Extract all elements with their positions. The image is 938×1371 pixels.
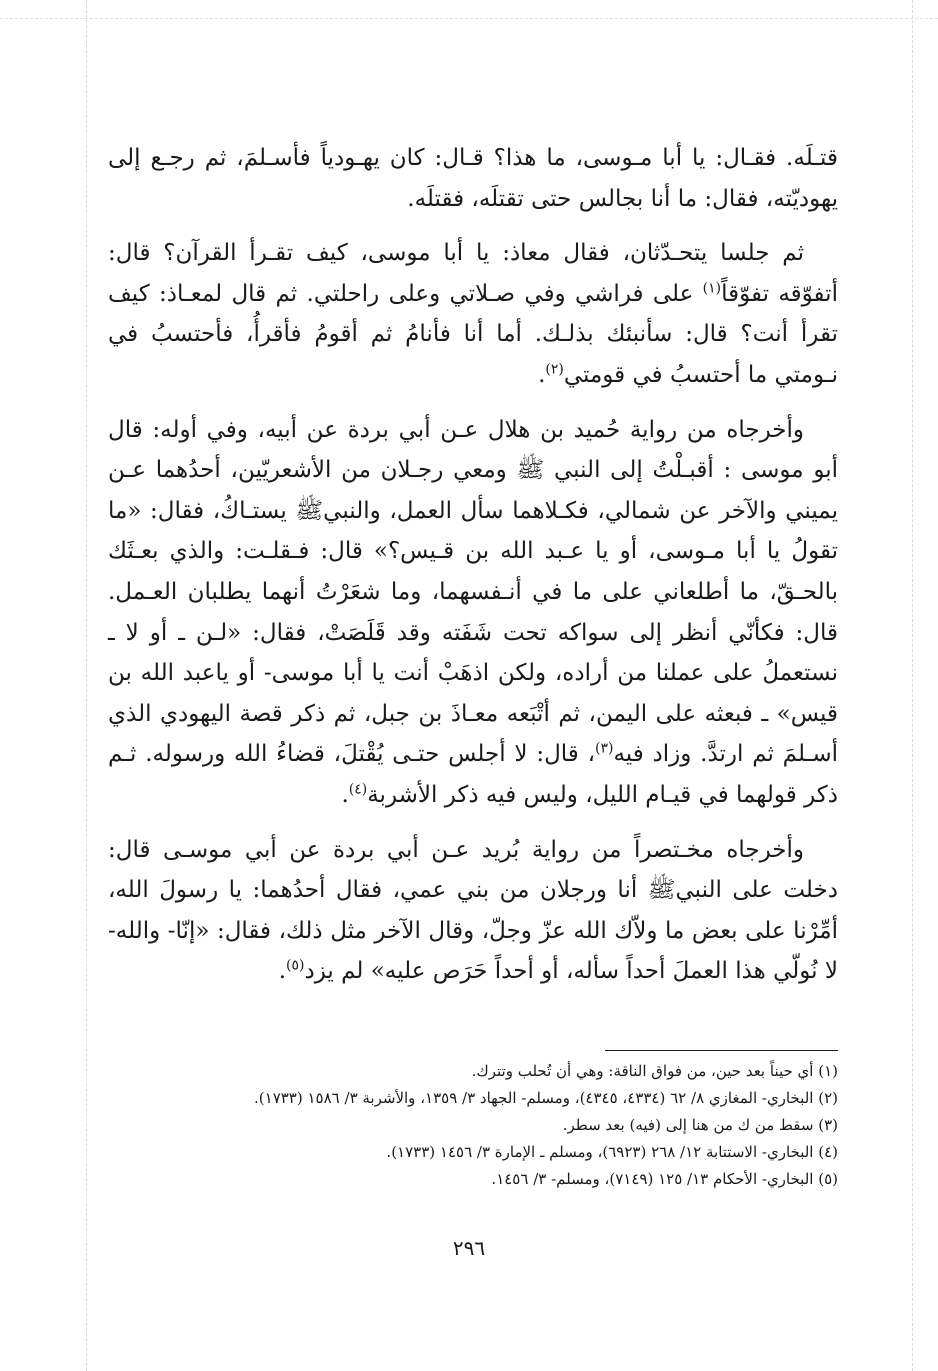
footnote-ref-4[interactable]: (٤) [348,781,368,798]
paragraph-3-text-after: . [341,781,349,808]
paragraph-3-text-before: وأخرجاه من رواية حُميد بن هلال عـن أبي بردة عن أبيه، وفي أوله: قال أبو موسى : أقبـلْتُ إلى النبي ﷺ ومعي رجـلان من الأشعريّين، أحدُهما عـن يميني والآخر عن شمالي، فكـلاهما سأل العمل، والنبيﷺ يستـاكُ، فقال: «ما تقولُ يا أبا مـوسى، أو يا عـبد الله بن قـيس؟» قال: فـقلـت: والذي بعـثَك بالحـقّ، ما أطلعاني على ما في أنـفسهما، وما شعَرْتُ أنهما يطلبان العـمل. قال: فكأنّي أنظر إلى سواكه تحت شَفَته وقد قَلَصَتْ، فقال: «لـن ـ أو لا ـ نستعملُ على عملنا من أراده، ولكن اذهَبْ أنت يا أبا موسى- أو ياعبد الله بن قيس» ـ فبعثه على اليمن، ثم أتْبَعه معـاذَ بن جبل، ثم ذكر قصة اليهودي الذي أسـلمَ ثم ارتدَّ. وزاد فيه [108,416,838,768]
paragraph-3-text-middle: ، قال: لا أجلس حتـى يُقْتلَ، قضاءُ الله ورسوله. ثـم ذكر قولهما في قيـام الليل، وليس فيه ذكر الأشربة [108,741,838,808]
footnote-ref-2[interactable]: (٢) [545,361,564,378]
footnote-ref-3[interactable]: (٣) [595,740,614,757]
footnote-4: (٤) البخاري- الاستتابة ١٢/ ٢٦٨ (٦٩٢٣)، ومسلم ـ الإمارة ٣/ ١٤٥٦ (١٧٣٣). [386,1143,838,1161]
footnote-separator [605,1050,838,1051]
paragraph-4 [108,830,838,992]
paragraph-3 [108,410,838,816]
paragraph-4-text-after: . [278,958,286,985]
paragraph-4-text-before: وأخرجاه مخـتصراً من رواية بُريد عـن أبي بردة عن أبي موسـى قال: دخلت على النبيﷺ أنا ورجلان من بني عمي، فقال أحدُهما: يا رسولَ الله، أمِّرْنا على بعض ما ولاّك الله عزّ وجلّ، وقال الآخر مثل ذلك، فقال: «إنّا- والله- لا نُولّي هذا العملَ أحداً سأله، أو أحداً حَرَص عليه» لم يزد [108,836,838,985]
footnote-ref-1[interactable]: (١) [702,280,722,297]
paragraph-2-text-middle: على فراشي وفي صـلاتي وعلى راحلتي. ثم قال لمعـاذ: كيف تقرأ أنت؟ قال: سأنبئك بذلـك. أما أنا فأنامُ ثم أقومُ فأقرأُ، فأحتسبُ في نـومتي ما أحتسبُ في قومتي [108,280,838,388]
scan-margin-line-left [86,0,87,1371]
scan-margin-line-top [0,18,938,19]
paragraph-1 [108,138,838,219]
main-text [108,138,838,992]
footnote-5: (٥) البخاري- الأحكام ١٣/ ١٢٥ (٧١٤٩)، ومسلم- ٣/ ١٤٥٦. [491,1170,838,1188]
footnote-1: (١) أي حيناً بعد حين، من فواق الناقة: وهي أن تُحلب وتترك. [471,1062,838,1080]
paragraph-1-text: قتـلَه. فقـال: يا أبا مـوسى، ما هذا؟ قـال: كان يهـودياً فأسـلمَ، ثم رجـع إلى يهوديّته، فقال: ما أنا بجالس حتى تقتلَه، فقتلَه. [108,145,838,212]
scan-margin-line-right [912,0,913,1371]
paragraph-2 [108,233,838,395]
footnotes [108,1058,838,1193]
footnote-3: (٣) سقط من ك من هنا إلى (فيه) بعد سطر. [562,1116,838,1134]
page-number: ٢٩٦ [452,1236,486,1260]
footnote-2: (٢) البخاري- المغازي ٨/ ٦٢ (٤٣٣٤، ٤٣٤٥)، ومسلم- الجهاد ٣/ ١٣٥٩، والأشربة ٣/ ١٥٨٦ (١٧٣٣). [254,1089,838,1107]
footnote-ref-5[interactable]: (٥) [286,957,305,974]
paragraph-2-text-before: ثم جلسا يتحـدّثان، فقال معاذ: يا أبا موسى، كيف تقـرأ القرآن؟ قال: أتفوّقه تفوّقاً [108,240,838,307]
paragraph-2-text-after: . [538,361,546,388]
